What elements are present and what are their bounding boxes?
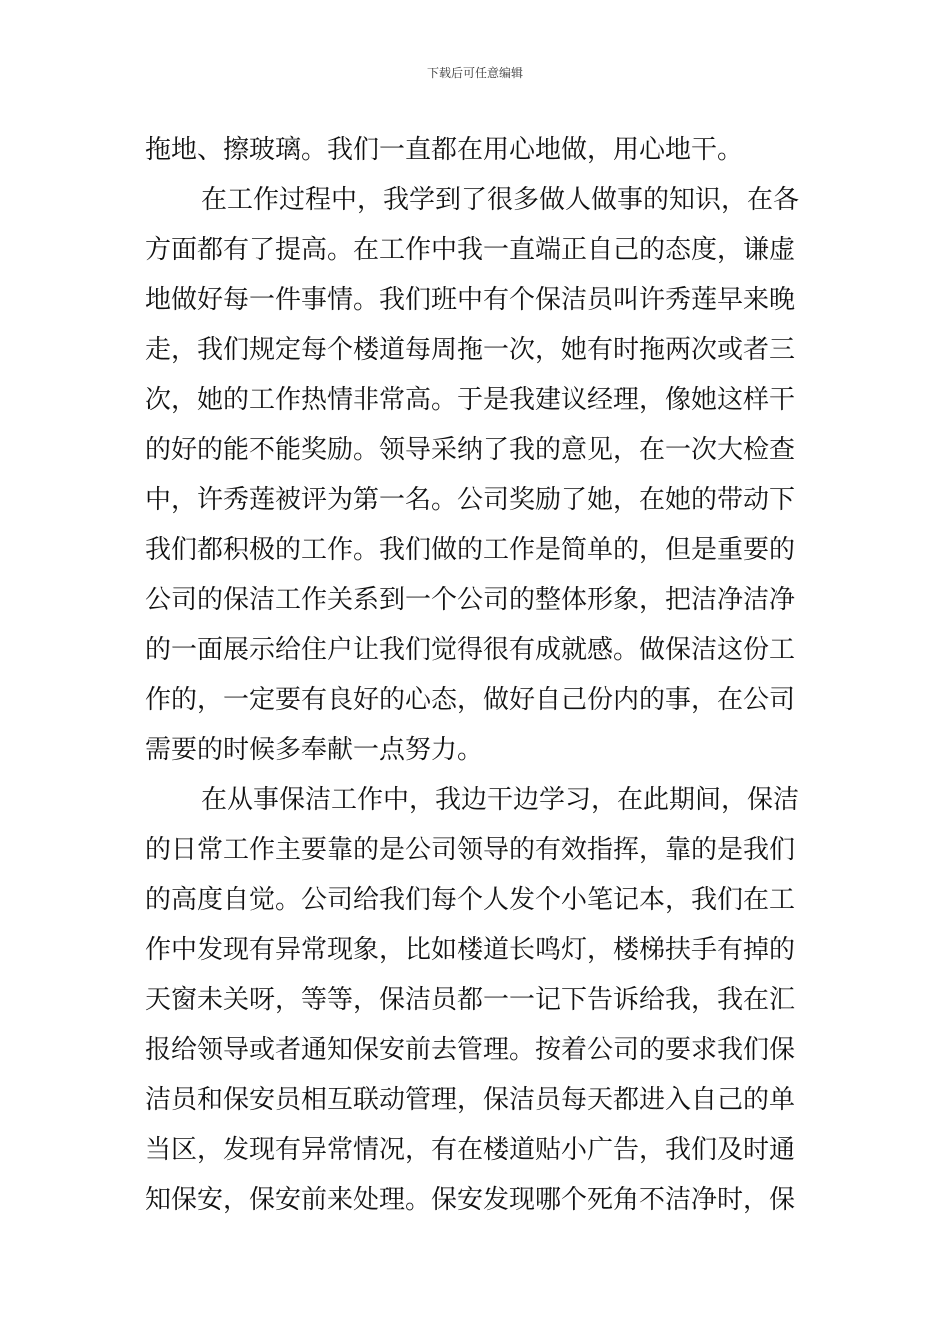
text-line: 天窗未关呀，等等，保洁员都一一记下告诉给我，我在汇 [145, 985, 796, 1015]
page-header: 下载后可任意编辑 [426, 66, 523, 80]
text-line: 中，许秀莲被评为第一名。公司奖励了她，在她的带动下 [145, 485, 796, 515]
text-line: 的好的能不能奖励。领导采纳了我的意见，在一次大检查 [145, 435, 796, 465]
text-line: 当区，发现有异常情况，有在楼道贴小广告，我们及时通 [145, 1135, 796, 1165]
text-line: 的一面展示给住户让我们觉得很有成就感。做保洁这份工 [145, 635, 796, 665]
text-line: 我们都积极的工作。我们做的工作是简单的，但是重要的 [145, 535, 796, 565]
text-line: 报给领导或者通知保安前去管理。按着公司的要求我们保 [145, 1035, 796, 1065]
text-line: 洁员和保安员相互联动管理，保洁员每天都进入自己的单 [145, 1085, 796, 1115]
text-line: 方面都有了提高。在工作中我一直端正自己的态度，谦虚 [145, 235, 796, 265]
text-line: 在从事保洁工作中，我边干边学习，在此期间，保洁 [201, 785, 800, 815]
text-line: 知保安，保安前来处理。保安发现哪个死角不洁净时，保 [145, 1185, 796, 1215]
text-line: 需要的时候多奉献一点努力。 [145, 735, 484, 765]
text-line: 在工作过程中，我学到了很多做人做事的知识，在各 [201, 185, 800, 215]
text-line: 地做好每一件事情。我们班中有个保洁员叫许秀莲早来晚 [145, 285, 796, 315]
text-line: 作的，一定要有良好的心态，做好自己份内的事，在公司 [145, 685, 796, 715]
text-line: 的高度自觉。公司给我们每个人发个小笔记本，我们在工 [145, 885, 796, 915]
text-line: 次，她的工作热情非常高。于是我建议经理，像她这样干 [145, 385, 796, 415]
text-line: 公司的保洁工作关系到一个公司的整体形象，把洁净洁净 [145, 585, 796, 615]
text-line: 的日常工作主要靠的是公司领导的有效指挥，靠的是我们 [145, 835, 796, 865]
text-line: 拖地、擦玻璃。我们一直都在用心地做，用心地干。 [145, 135, 744, 165]
text-line: 走，我们规定每个楼道每周拖一次，她有时拖两次或者三 [145, 335, 796, 365]
text-line: 作中发现有异常现象，比如楼道长鸣灯，楼梯扶手有掉的 [145, 935, 796, 965]
